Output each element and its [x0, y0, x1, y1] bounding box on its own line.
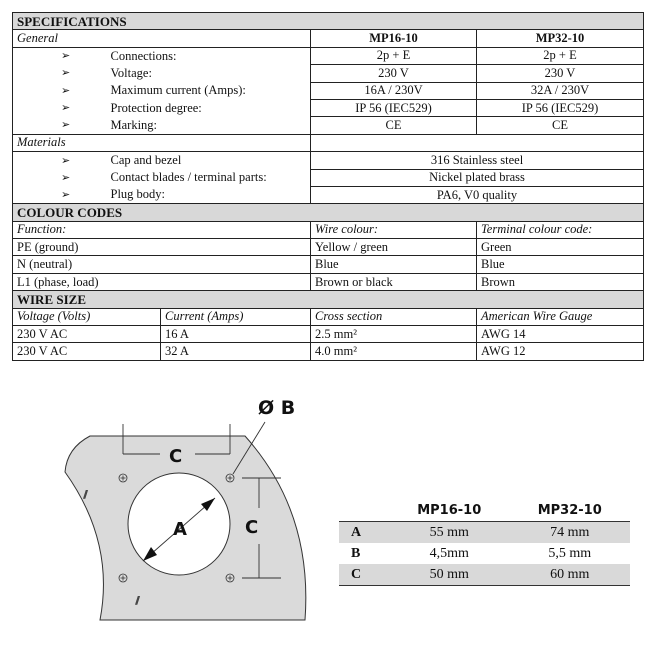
label-a: A: [173, 519, 187, 540]
dim-label: B: [351, 545, 361, 561]
spec-value-mp16: CE: [311, 117, 477, 134]
general-label: General: [13, 30, 311, 47]
dim-row-b: [339, 543, 630, 564]
function-cell: PE (ground): [13, 239, 311, 256]
dim-value-mp16: 55 mm: [389, 522, 510, 544]
spec-value-mp32: CE: [477, 117, 644, 134]
current-cell: 32 A: [161, 343, 311, 360]
bullet-arrow-icon: ➢: [61, 171, 71, 184]
bullet-arrow-icon: ➢: [61, 119, 71, 132]
voltage-cell: 230 V AC: [13, 343, 161, 360]
dim-value-mp32: 60 mm: [510, 564, 631, 586]
specifications-table: [12, 12, 644, 361]
wire-row-32a: [13, 343, 644, 360]
spec-label: Protection degree:: [110, 100, 202, 115]
terminal-colour-header: Terminal colour code:: [477, 221, 644, 238]
material-value: Nickel plated brass: [311, 169, 644, 186]
spec-value-mp16: 16A / 230V: [311, 82, 477, 99]
spec-row-max-current: [13, 82, 644, 99]
wire-colour-header: Wire colour:: [311, 221, 477, 238]
label-c-top: C: [169, 446, 183, 467]
spec-value-mp32: 230 V: [477, 65, 644, 82]
material-row-contact: [13, 169, 644, 186]
cross-section-cell: 2.5 mm²: [311, 326, 477, 343]
spec-label: Connections:: [110, 48, 177, 63]
cross-section-cell: 4.0 mm²: [311, 343, 477, 360]
header-mp16: MP16-10: [311, 30, 477, 47]
colour-row-n: [13, 256, 644, 273]
colour-row-pe: [13, 239, 644, 256]
hatch-mark: ///: [135, 594, 138, 607]
function-cell: L1 (phase, load): [13, 273, 311, 290]
current-header: Current (Amps): [161, 308, 311, 325]
spec-value-mp16: 230 V: [311, 65, 477, 82]
spec-value-mp16: IP 56 (IEC529): [311, 99, 477, 116]
current-cell: 16 A: [161, 326, 311, 343]
spec-value-mp16: 2p + E: [311, 47, 477, 64]
dim-value-mp32: 74 mm: [510, 522, 631, 544]
dim-header-mp32: MP32-10: [510, 499, 631, 522]
dim-header-mp16: MP16-10: [389, 499, 510, 522]
dim-value-mp16: 50 mm: [389, 564, 510, 586]
bullet-arrow-icon: ➢: [61, 50, 71, 63]
dim-label: A: [339, 522, 389, 544]
panel-cutout-diagram: [55, 392, 315, 632]
colour-codes-heading: COLOUR CODES: [13, 204, 644, 221]
dim-label: C: [339, 564, 389, 586]
awg-cell: AWG 12: [477, 343, 644, 360]
function-cell: N (neutral): [13, 256, 311, 273]
voltage-header: Voltage (Volts): [13, 308, 161, 325]
spec-row-marking: [13, 117, 644, 134]
material-label: Plug body:: [110, 187, 166, 202]
dim-value-mp32: 5,5 mm: [548, 545, 592, 561]
terminal-colour-cell: Green: [477, 239, 644, 256]
specifications-heading: SPECIFICATIONS: [13, 13, 644, 30]
dimensions-table: [339, 499, 630, 586]
cross-section-header: Cross section: [311, 308, 477, 325]
awg-cell: AWG 14: [477, 326, 644, 343]
bullet-arrow-icon: ➢: [61, 188, 71, 201]
wire-colour-cell: Yellow / green: [311, 239, 477, 256]
label-diameter-b: Ø B: [258, 397, 296, 419]
bullet-arrow-icon: ➢: [61, 67, 71, 80]
spec-row-connections: [13, 47, 644, 64]
spec-label: Voltage:: [110, 65, 152, 80]
material-label: Cap and bezel: [110, 153, 182, 168]
spec-row-protection: [13, 99, 644, 116]
spec-value-mp32: 32A / 230V: [477, 82, 644, 99]
spec-label: Maximum current (Amps):: [110, 83, 246, 98]
awg-header: American Wire Gauge: [477, 308, 644, 325]
spec-label: Marking:: [110, 117, 158, 132]
wire-colour-cell: Blue: [311, 256, 477, 273]
spec-value-mp32: 2p + E: [477, 47, 644, 64]
dim-row-c: [339, 564, 630, 586]
wire-colour-cell: Brown or black: [311, 273, 477, 290]
bullet-arrow-icon: ➢: [61, 84, 71, 97]
bullet-arrow-icon: ➢: [61, 102, 71, 115]
dim-value-mp16: 4,5mm: [429, 545, 469, 561]
hatch-mark: ///: [83, 488, 86, 501]
bullet-arrow-icon: ➢: [61, 154, 71, 167]
material-row-plug: [13, 186, 644, 203]
spec-row-voltage: [13, 65, 644, 82]
voltage-cell: 230 V AC: [13, 326, 161, 343]
wire-row-16a: [13, 326, 644, 343]
terminal-colour-cell: Blue: [477, 256, 644, 273]
header-mp32: MP32-10: [477, 30, 644, 47]
function-header: Function:: [13, 221, 311, 238]
label-c-right: C: [245, 517, 259, 538]
materials-label: Materials: [13, 134, 311, 151]
dim-row-a: [339, 522, 630, 544]
material-value: PA6, V0 quality: [311, 186, 644, 203]
material-label: Contact blades / terminal parts:: [110, 170, 267, 185]
material-value: 316 Stainless steel: [311, 152, 644, 169]
wire-size-heading: WIRE SIZE: [13, 291, 644, 308]
colour-row-l1: [13, 273, 644, 290]
material-row-cap: [13, 152, 644, 169]
terminal-colour-cell: Brown: [477, 273, 644, 290]
spec-value-mp32: IP 56 (IEC529): [477, 99, 644, 116]
